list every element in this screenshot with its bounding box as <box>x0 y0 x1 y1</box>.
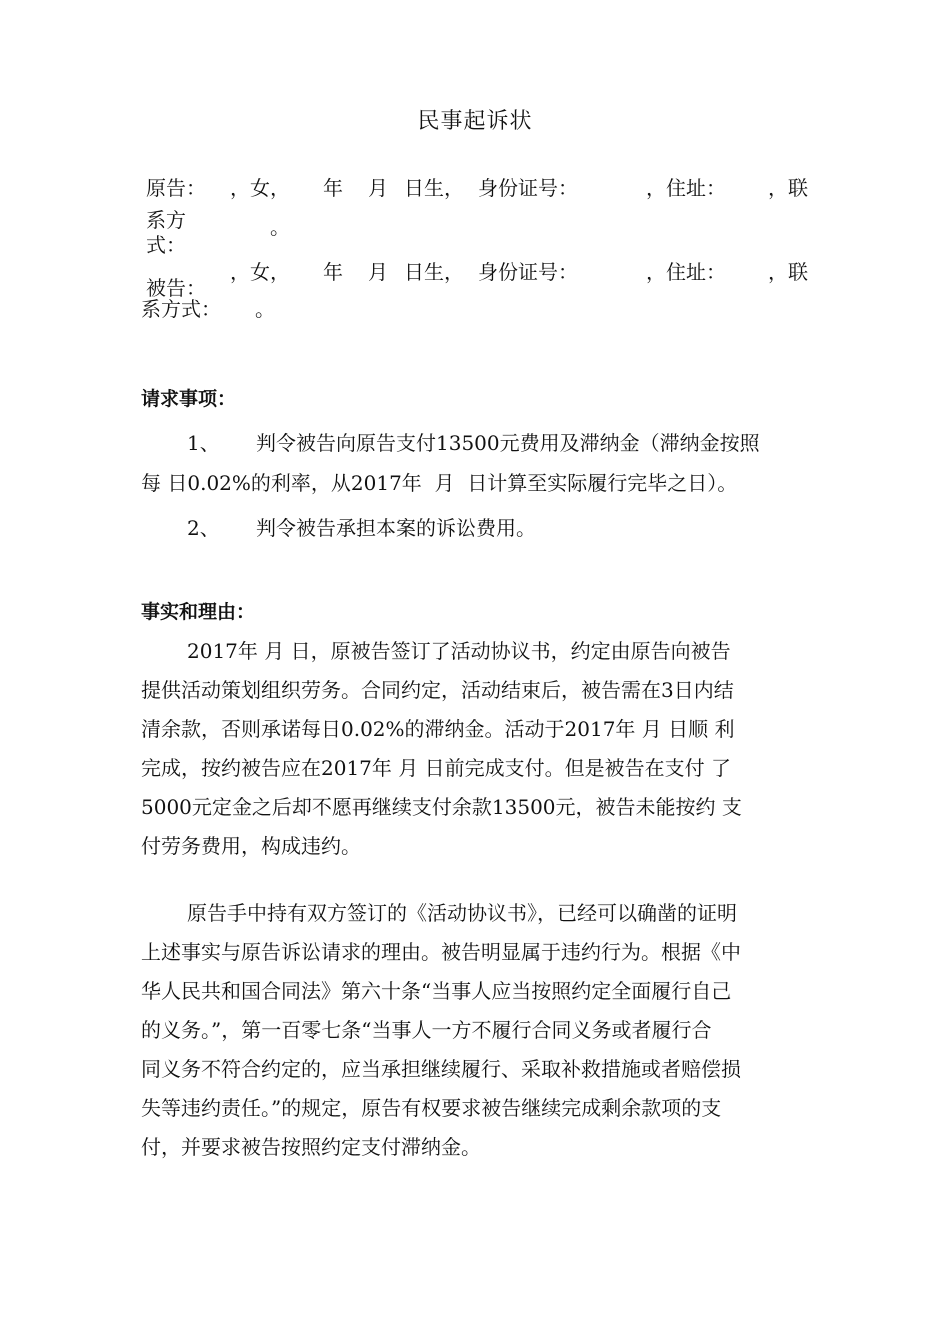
facts-heading: 事实和理由： <box>141 601 256 623</box>
facts-p1-line: 付劳务费用，构成违约。 <box>141 834 361 858</box>
defendant-birth-year: 年 <box>323 260 343 284</box>
claims-heading: 请求事项： <box>141 388 237 410</box>
plaintiff-birth-year: 年 <box>323 176 343 200</box>
plaintiff-contact-line3: 式： <box>146 233 186 257</box>
defendant-birth-day: 日生， <box>404 260 464 284</box>
plaintiff-info-line <box>146 172 814 198</box>
facts-paragraph-1 <box>141 632 817 866</box>
facts-p1-line: 清余款，否则承诺每日0.02%的滞纳金。活动于2017年 月 日顺 利 <box>141 717 735 741</box>
defendant-contact-period: 。 <box>255 297 275 321</box>
defendant-gender: ，女， <box>230 260 290 284</box>
claim-2-text: 判令被告承担本案的诉讼费用。 <box>256 516 536 540</box>
facts-p2-line: 华人民共和国合同法》第六十条“当事人应当按照约定全面履行自己 <box>141 979 732 1003</box>
facts-p1-line: 5000元定金之后却不愿再继续支付余款13500元，被告未能按约 支 <box>141 795 742 819</box>
claim-2-number: 2、 <box>187 516 220 540</box>
facts-p2-line: 的义务。”，第一百零七条“当事人一方不履行合同义务或者履行合 <box>141 1018 712 1042</box>
facts-p2-line: 付，并要求被告按照约定支付滞纳金。 <box>141 1135 481 1159</box>
defendant-label: 被告： <box>146 276 206 300</box>
defendant-contact-line2: 系方式： <box>141 297 221 321</box>
facts-p2-line: 失等违约责任。”的规定，原告有权要求被告继续完成剩余款项的支 <box>141 1096 722 1120</box>
facts-p1-line: 完成，按约被告应在2017年 月 日前完成支付。但是被告在支付 了 <box>141 756 731 780</box>
facts-p1-line: 2017年 月 日，原被告签订了活动协议书，约定由原告向被告 <box>187 639 731 663</box>
facts-p2-line: 同义务不符合约定的，应当承担继续履行、采取补救措施或者赔偿损 <box>141 1057 741 1081</box>
plaintiff-address-label: ，住址： <box>646 176 726 200</box>
document-title: 民事起诉状 <box>417 109 533 134</box>
facts-paragraph-2 <box>141 894 817 1167</box>
facts-p2-line: 上述事实与原告诉讼请求的理由。被告明显属于违约行为。根据《中 <box>141 940 741 964</box>
defendant-info-line <box>146 256 814 282</box>
plaintiff-id-label: 身份证号： <box>478 176 578 200</box>
defendant-id-label: 身份证号： <box>478 260 578 284</box>
facts-p2-line: 原告手中持有双方签订的《活动协议书》，已经可以确凿的证明 <box>187 901 737 925</box>
plaintiff-contact-start: ，联 <box>768 176 808 200</box>
plaintiff-contact-period: 。 <box>270 215 290 239</box>
plaintiff-gender: ，女， <box>230 176 290 200</box>
plaintiff-contact-line2: 系方 <box>146 208 186 232</box>
plaintiff-label: 原告： <box>146 176 206 200</box>
claim-1-number: 1、 <box>187 431 220 455</box>
claim-1-text-line2: 每 日0.02%的利率，从2017年 月 日计算至实际履行完毕之日）。 <box>141 471 738 495</box>
plaintiff-birth-month: 月 <box>368 176 388 200</box>
claim-1-text-line1: 判令被告向原告支付13500元费用及滞纳金（滞纳金按照 <box>256 431 760 455</box>
defendant-contact-start: ，联 <box>768 260 808 284</box>
defendant-birth-month: 月 <box>368 260 388 284</box>
defendant-address-label: ，住址： <box>646 260 726 284</box>
facts-p1-line: 提供活动策划组织劳务。合同约定，活动结束后，被告需在3日内结 <box>141 678 734 702</box>
plaintiff-birth-day: 日生， <box>404 176 464 200</box>
